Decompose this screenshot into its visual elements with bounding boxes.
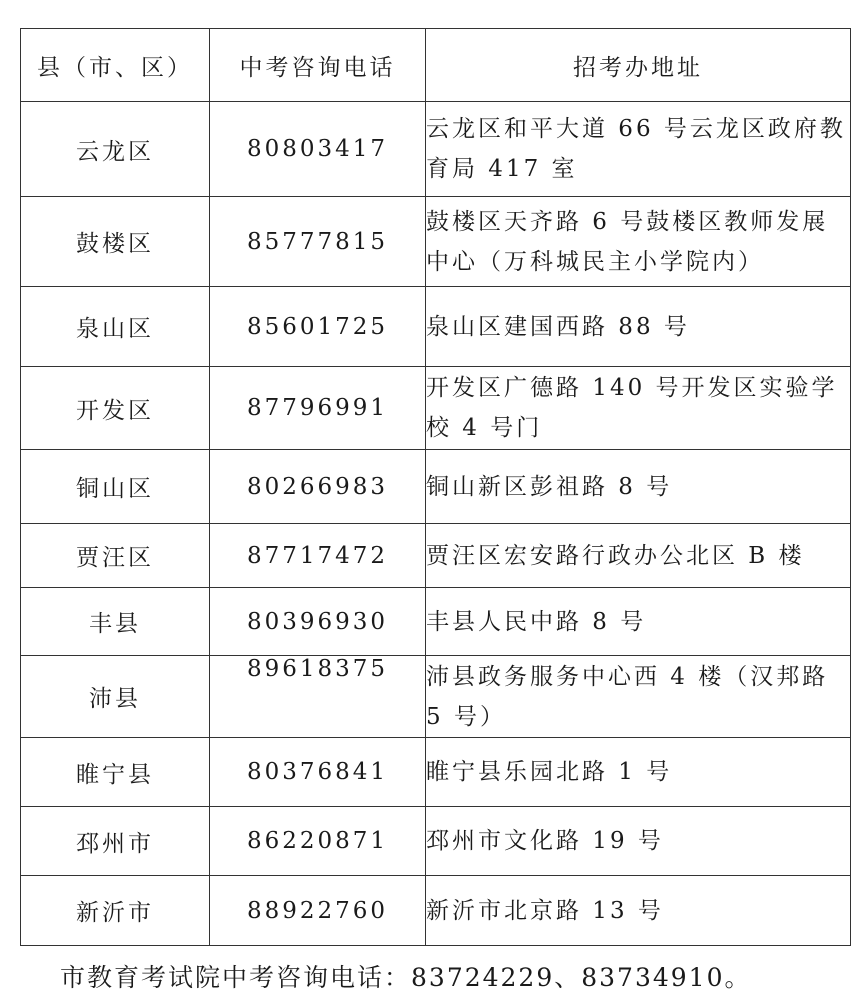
table-row bbox=[21, 197, 851, 287]
phone-cell: 80376841 bbox=[210, 738, 426, 807]
address-cell: 鼓楼区天齐路 6 号鼓楼区教师发展中心（万科城民主小学院内） bbox=[426, 197, 851, 287]
county-cell: 云龙区 bbox=[21, 102, 210, 197]
admissions-contact-table bbox=[20, 28, 851, 946]
footer-hotline-note: 市教育考试院中考咨询电话：83724229、83734910。 bbox=[60, 963, 752, 992]
table-row bbox=[21, 102, 851, 197]
table-row bbox=[21, 367, 851, 450]
county-cell: 丰县 bbox=[21, 588, 210, 656]
phone-cell: 80396930 bbox=[210, 588, 426, 656]
address-cell: 沛县政务服务中心西 4 楼（汉邦路 5 号） bbox=[426, 656, 851, 738]
county-cell: 睢宁县 bbox=[21, 738, 210, 807]
table-row bbox=[21, 524, 851, 588]
table-header-row bbox=[21, 29, 851, 102]
header-county: 县（市、区） bbox=[21, 29, 210, 102]
table-row bbox=[21, 588, 851, 656]
header-address: 招考办地址 bbox=[426, 29, 851, 102]
table-row bbox=[21, 450, 851, 524]
county-cell: 邳州市 bbox=[21, 807, 210, 876]
phone-cell: 80803417 bbox=[210, 102, 426, 197]
address-cell: 泉山区建国西路 88 号 bbox=[426, 287, 851, 367]
address-cell: 铜山新区彭祖路 8 号 bbox=[426, 450, 851, 524]
address-cell: 开发区广德路 140 号开发区实验学校 4 号门 bbox=[426, 367, 851, 450]
county-cell: 新沂市 bbox=[21, 876, 210, 946]
phone-cell: 87717472 bbox=[210, 524, 426, 588]
phone-cell: 89618375 bbox=[210, 656, 426, 738]
table-row bbox=[21, 807, 851, 876]
county-cell: 泉山区 bbox=[21, 287, 210, 367]
county-cell: 铜山区 bbox=[21, 450, 210, 524]
county-cell: 开发区 bbox=[21, 367, 210, 450]
phone-cell: 85601725 bbox=[210, 287, 426, 367]
header-phone: 中考咨询电话 bbox=[210, 29, 426, 102]
phone-cell: 80266983 bbox=[210, 450, 426, 524]
address-cell: 睢宁县乐园北路 1 号 bbox=[426, 738, 851, 807]
address-cell: 丰县人民中路 8 号 bbox=[426, 588, 851, 656]
phone-cell: 86220871 bbox=[210, 807, 426, 876]
address-cell: 贾汪区宏安路行政办公北区 B 楼 bbox=[426, 524, 851, 588]
county-cell: 沛县 bbox=[21, 656, 210, 738]
phone-cell: 85777815 bbox=[210, 197, 426, 287]
phone-cell: 88922760 bbox=[210, 876, 426, 946]
phone-cell: 87796991 bbox=[210, 367, 426, 450]
county-cell: 鼓楼区 bbox=[21, 197, 210, 287]
county-cell: 贾汪区 bbox=[21, 524, 210, 588]
table-row bbox=[21, 656, 851, 738]
address-cell: 云龙区和平大道 66 号云龙区政府教育局 417 室 bbox=[426, 102, 851, 197]
address-cell: 邳州市文化路 19 号 bbox=[426, 807, 851, 876]
table-row bbox=[21, 738, 851, 807]
table-row bbox=[21, 287, 851, 367]
address-cell: 新沂市北京路 13 号 bbox=[426, 876, 851, 946]
table-row bbox=[21, 876, 851, 946]
